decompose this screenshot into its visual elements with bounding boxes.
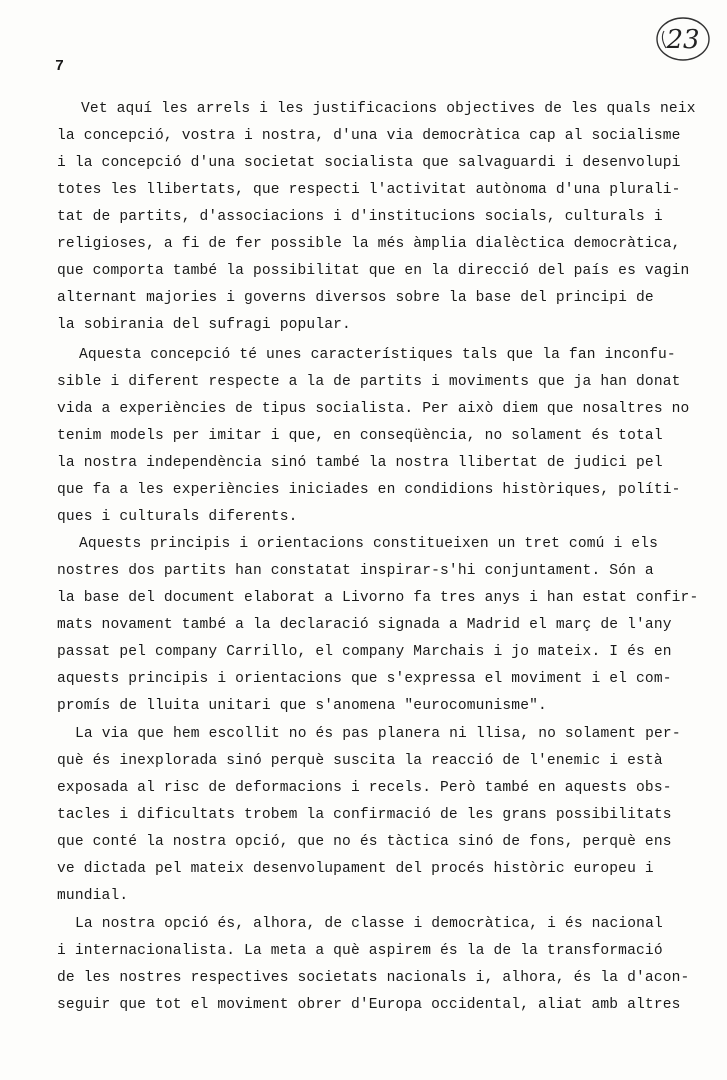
text-line: mundial. [57,888,129,904]
text-line: La via que hem escollit no és pas planera ni llisa, no solament per- [75,726,681,742]
text-line: Vet aquí les arrels i les justificacions objectives de les quals neix [81,101,696,117]
text-line: la concepció, vostra i nostra, d'una via democràtica cap al socialisme [57,128,681,144]
text-line: Aquesta concepció té unes característiques tals que la fan inconfu- [79,347,676,363]
text-line: la nostra independència sinó també la nostra llibertat de judici pel [57,455,663,471]
text-line: promís de lluita unitari que s'anomena "eurocomunisme". [57,698,547,714]
circled-number-icon [654,14,712,64]
text-line: aquests principis i orientacions que s'expressa el moviment i el com- [57,671,672,687]
text-line: La nostra opció és, alhora, de classe i democràtica, i és nacional [75,916,663,932]
handwritten-archive-mark [654,14,712,64]
text-line: mats novament també a la declaració signada a Madrid el març de l'any [57,617,672,633]
text-line: i la concepció d'una societat socialista que salvaguardi i desenvolupi [57,155,681,171]
text-line: la base del document elaborat a Livorno fa tres anys i han estat confir- [57,590,699,606]
text-line: alternant majories i governs diversos sobre la base del principi de [57,290,654,306]
text-line: que conté la nostra opció, que no és tàctica sinó de fons, perquè ens [57,834,672,850]
text-line: passat pel company Carrillo, el company Marchais i jo mateix. I és en [57,644,672,660]
text-line: que fa a les experiències iniciades en condidions històriques, políti- [57,482,681,498]
text-line: tat de partits, d'associacions i d'institucions socials, culturals i [57,209,663,225]
page-number: 7 [55,58,65,75]
text-line: tenim models per imitar i que, en conseqüència, no solament és total [57,428,663,444]
text-line: vida a experiències de tipus socialista. Per això diem que nosaltres no [57,401,690,417]
text-line: ques i culturals diferents. [57,509,298,525]
text-line: nostres dos partits han constatat inspirar-s'hi conjuntament. Són a [57,563,654,579]
text-line: exposada al risc de deformacions i recels. Però també en aquests obs- [57,780,672,796]
text-line: de les nostres respectives societats nacionals i, alhora, és la d'acon- [57,970,690,986]
text-line: sible i diferent respecte a la de partits i moviments que ja han donat [57,374,681,390]
text-line: ve dictada pel mateix desenvolupament del procés històric europeu i [57,861,654,877]
archive-mark-number: 23 [666,25,700,55]
text-line: tacles i dificultats trobem la confirmació de les grans possibilitats [57,807,672,823]
text-line: Aquests principis i orientacions constitueixen un tret comú i els [79,536,658,552]
text-line: la sobirania del sufragi popular. [57,317,351,333]
text-line: què és inexplorada sinó perquè suscita la reacció de l'enemic i està [57,753,663,769]
text-line: i internacionalista. La meta a què aspirem és la de la transformació [57,943,663,959]
text-line: que comporta també la possibilitat que en la direcció del país es vagin [57,263,690,279]
text-line: totes les llibertats, que respecti l'activitat autònoma d'una plurali- [57,182,681,198]
text-line: seguir que tot el moviment obrer d'Europa occidental, aliat amb altres [57,997,681,1013]
text-line: religioses, a fi de fer possible la més àmplia dialèctica democràtica, [57,236,681,252]
